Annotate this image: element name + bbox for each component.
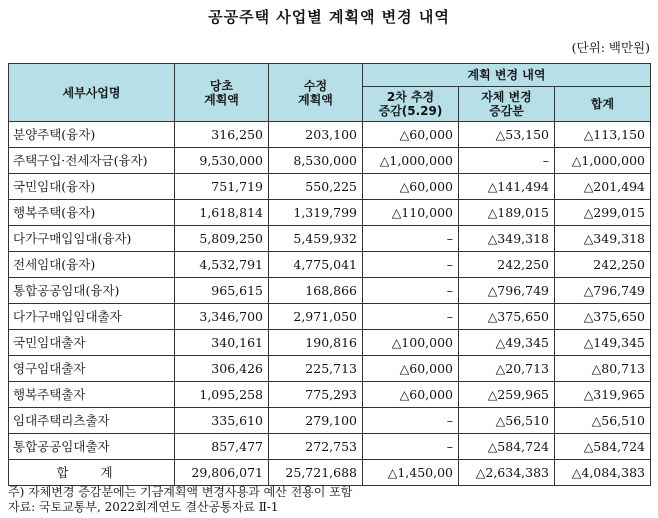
table-row [9,174,651,200]
cell-second-supplementary: △60,000 [363,174,459,200]
cell-revised: 775,293 [269,382,363,408]
cell-self-change: 242,250 [459,252,555,278]
source-note: 자료: 국토교통부, 2022회계연도 결산공통자료 Ⅱ-1 [8,500,279,514]
cell-sum: △796,749 [555,278,651,304]
cell-second-supplementary: – [363,408,459,434]
cell-original: 316,250 [175,122,269,148]
cell-original: 9,530,000 [175,148,269,174]
cell-second-supplementary: △110,000 [363,200,459,226]
cell-sum: △1,000,000 [555,148,651,174]
cell-revised: 8,530,000 [269,148,363,174]
cell-original: 751,719 [175,174,269,200]
cell-second-supplementary: △1,000,000 [363,148,459,174]
header-sum: 합계 [555,87,651,122]
cell-name: 주택구입·전세자금(융자) [9,148,175,174]
cell-second-supplementary: – [363,278,459,304]
cell-name: 행복주택출자 [9,382,175,408]
total-second-supplementary: △1,450,00 [363,460,459,486]
header-name: 세부사업명 [9,64,175,122]
cell-self-change: △189,015 [459,200,555,226]
header-change-group: 계획 변경 내역 [363,64,651,87]
cell-self-change: △584,724 [459,434,555,460]
cell-sum: △113,150 [555,122,651,148]
cell-name: 영구임대출자 [9,356,175,382]
header-second-supplementary: 2차 추경 증감(5.29) [363,87,459,122]
table-row [9,122,651,148]
cell-revised: 203,100 [269,122,363,148]
plan-change-table [8,63,651,486]
cell-original: 1,095,258 [175,382,269,408]
cell-revised: 5,459,932 [269,226,363,252]
cell-second-supplementary: – [363,434,459,460]
cell-revised: 279,100 [269,408,363,434]
cell-self-change: △796,749 [459,278,555,304]
total-original: 29,806,071 [175,460,269,486]
total-sum: △4,084,383 [555,460,651,486]
table-row [9,304,651,330]
cell-revised: 168,866 [269,278,363,304]
cell-second-supplementary: – [363,252,459,278]
cell-name: 국민임대(융자) [9,174,175,200]
cell-sum: △56,510 [555,408,651,434]
cell-name: 전세임대(융자) [9,252,175,278]
header-revised: 수정 계획액 [269,64,363,122]
cell-original: 4,532,791 [175,252,269,278]
cell-second-supplementary: △60,000 [363,356,459,382]
cell-second-supplementary: △60,000 [363,382,459,408]
cell-name: 국민임대출자 [9,330,175,356]
cell-sum: △201,494 [555,174,651,200]
table-row [9,278,651,304]
cell-revised: 225,713 [269,356,363,382]
unit-label: (단위: 백만원) [571,40,650,55]
cell-original: 306,426 [175,356,269,382]
cell-sum: △149,345 [555,330,651,356]
cell-original: 3,346,700 [175,304,269,330]
cell-self-change: △375,650 [459,304,555,330]
cell-second-supplementary: – [363,226,459,252]
cell-name: 행복주택(융자) [9,200,175,226]
cell-name: 다가구매입임대(융자) [9,226,175,252]
header-self-change: 자체 변경 증감분 [459,87,555,122]
cell-self-change: △56,510 [459,408,555,434]
cell-name: 임대주택리츠출자 [9,408,175,434]
cell-revised: 4,775,041 [269,252,363,278]
cell-revised: 550,225 [269,174,363,200]
cell-name: 통합공공임대출자 [9,434,175,460]
cell-sum: 242,250 [555,252,651,278]
cell-original: 857,477 [175,434,269,460]
cell-self-change: △259,965 [459,382,555,408]
table-row [9,226,651,252]
cell-self-change: – [459,148,555,174]
cell-name: 다가구매입임대출자 [9,304,175,330]
cell-second-supplementary: △100,000 [363,330,459,356]
cell-original: 5,809,250 [175,226,269,252]
table-row [9,148,651,174]
cell-original: 340,161 [175,330,269,356]
table-row [9,382,651,408]
table-row [9,356,651,382]
cell-self-change: △53,150 [459,122,555,148]
total-revised: 25,721,688 [269,460,363,486]
cell-self-change: △349,318 [459,226,555,252]
table-row [9,408,651,434]
cell-self-change: △20,713 [459,356,555,382]
table-row [9,434,651,460]
cell-revised: 190,816 [269,330,363,356]
cell-original: 335,610 [175,408,269,434]
footnote: 주) 자체변경 증감분에는 기금계획액 변경사용과 예산 전용이 포함 [8,485,353,499]
cell-second-supplementary: △60,000 [363,122,459,148]
cell-sum: △349,318 [555,226,651,252]
cell-revised: 1,319,799 [269,200,363,226]
cell-second-supplementary: – [363,304,459,330]
cell-revised: 272,753 [269,434,363,460]
table-row [9,330,651,356]
total-row [9,460,651,486]
header-original: 당초 계획액 [175,64,269,122]
cell-original: 1,618,814 [175,200,269,226]
cell-sum: △80,713 [555,356,651,382]
cell-sum: △319,965 [555,382,651,408]
cell-self-change: △49,345 [459,330,555,356]
cell-sum: △375,650 [555,304,651,330]
table-title: 공공주택 사업별 계획액 변경 내역 [208,8,450,26]
cell-sum: △584,724 [555,434,651,460]
cell-sum: △299,015 [555,200,651,226]
cell-original: 965,615 [175,278,269,304]
cell-revised: 2,971,050 [269,304,363,330]
table-row [9,200,651,226]
total-self-change: △2,634,383 [459,460,555,486]
cell-self-change: △141,494 [459,174,555,200]
cell-name: 통합공공임대(융자) [9,278,175,304]
cell-name: 분양주택(융자) [9,122,175,148]
table-row [9,252,651,278]
total-label: 합 계 [9,460,175,486]
